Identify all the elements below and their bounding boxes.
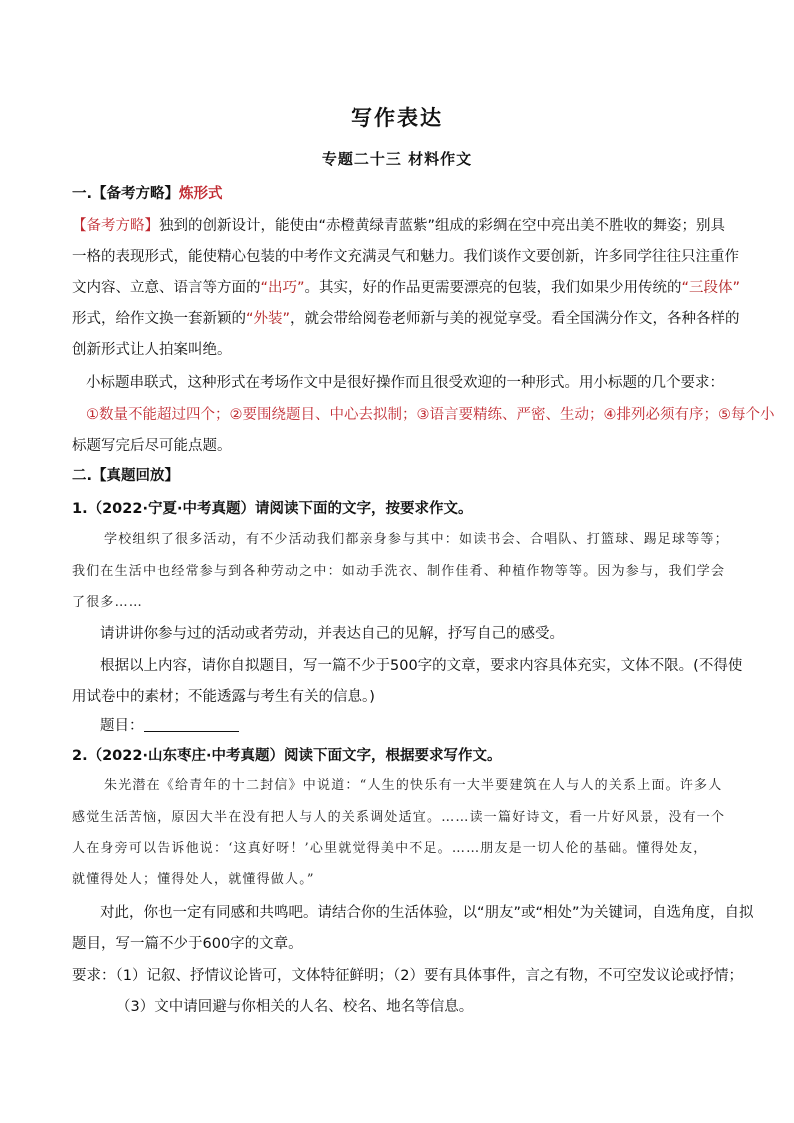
material-line: 了很多…… — [72, 595, 144, 610]
material-line: 人在身旁可以告诉他说：‘这真好呀！’心里就觉得美中不足。……朋友是一切人伦的基础。懂得处友， — [72, 841, 708, 856]
paragraph-line: 请讲讲你参与过的活动或者劳动，并表达自己的见解，抒写自己的感受。 — [100, 626, 564, 642]
paragraph-line: 对此，你也一定有同感和共鸣吧。请结合你的生活体验，以“朋友”或“相处”为关键词，自选角度，自拟 — [100, 905, 754, 921]
material-line: 学校组织了很多活动，有不少活动我们都亲身参与其中：如读书会、合唱队、打篮球、踢足球等等； — [104, 532, 729, 547]
page-title: 写作表达 — [351, 105, 443, 130]
material-line: 感觉生活苦恼，原因大半在没有把人与人的关系调处适宜。……读一篇好诗文，看一片好风景，没有一个 — [72, 810, 726, 825]
material-line: 我们在生活中也经常参与到各种劳动之中：如动手洗衣、制作佳肴、种植作物等等。因为参与，我们学会 — [72, 564, 726, 579]
paragraph-line: 一格的表现形式，能使精心包装的中考作文充满灵气和魅力。我们谈作文要创新，许多同学往往只注重作 — [72, 249, 739, 265]
topic-label: 题目： — [100, 718, 144, 734]
paragraph-line: 文内容、立意、语言等方面的“出巧”。其实，好的作品更需要漂亮的包装，我们如果少用传统的“三段体” — [72, 280, 741, 296]
paragraph-line: 形式，给作文换一套新颖的“外装”，就会带给阅卷老师新与美的视觉享受。看全国满分作文，各种各样的 — [72, 311, 740, 327]
requirements-line: （3）文中请回避与你相关的人名、校名、地名等信息。 — [116, 999, 474, 1015]
section1-heading-prefix: 一.【备考方略】 — [72, 186, 180, 202]
strategy-tag: 【备考方略】 — [72, 218, 159, 234]
paragraph-line: 小标题串联式，这种形式在考场作文中是很好操作而且很受欢迎的一种形式。用小标题的几个要求： — [86, 375, 724, 391]
paragraph-line: 创新形式让人拍案叫绝。 — [72, 342, 232, 358]
highlight-quote: “出巧” — [260, 280, 305, 296]
paragraph-line: 根据以上内容，请你自拟题目，写一篇不少于500字的文章，要求内容具体充实，文体不限。(不得使 — [100, 658, 743, 674]
question2-title: 2.（2022·山东枣庄·中考真题）阅读下面文字，根据要求写作文。 — [72, 748, 502, 764]
highlight-quote: “三段体” — [681, 280, 741, 296]
paragraph-line: 用试卷中的素材；不能透露与考生有关的信息。) — [72, 689, 375, 705]
section1-heading-highlight: 炼形式 — [179, 186, 223, 202]
paragraph-line: 【备考方略】独到的创新设计，能使由“赤橙黄绿青蓝紫”组成的彩绸在空中亮出美不胜收的舞姿；别具 — [72, 218, 726, 234]
requirements-line: 要求：（1）记叙、抒情议论皆可，文体特征鲜明；（2）要有具体事件，言之有物，不可空发议论或抒情； — [72, 968, 743, 984]
page-subtitle: 专题二十三 材料作文 — [321, 150, 473, 168]
topic-line — [100, 716, 239, 736]
requirements-line: 标题写完后尽可能点题。 — [72, 438, 232, 454]
question1-title: 1.（2022·宁夏·中考真题）请阅读下面的文字，按要求作文。 — [72, 501, 473, 517]
section1-heading — [72, 184, 223, 204]
material-line: 就懂得处人；懂得处人，就懂得做人。” — [72, 872, 315, 887]
requirements-line: ①数量不能超过四个；②要围绕题目、中心去拟制；③语言要精练、严密、生动；④排列必须有序；⑤每个小 — [86, 407, 775, 423]
material-line: 朱光潜在《给青年的十二封信》中说道：“人生的快乐有一大半要建筑在人与人的关系上面。许多人 — [104, 778, 723, 793]
section2-heading: 二.【真题回放】 — [72, 468, 180, 484]
highlight-quote: “外装” — [246, 311, 291, 327]
paragraph-line: 题目，写一篇不少于600字的文章。 — [72, 936, 303, 952]
topic-blank — [144, 717, 239, 732]
